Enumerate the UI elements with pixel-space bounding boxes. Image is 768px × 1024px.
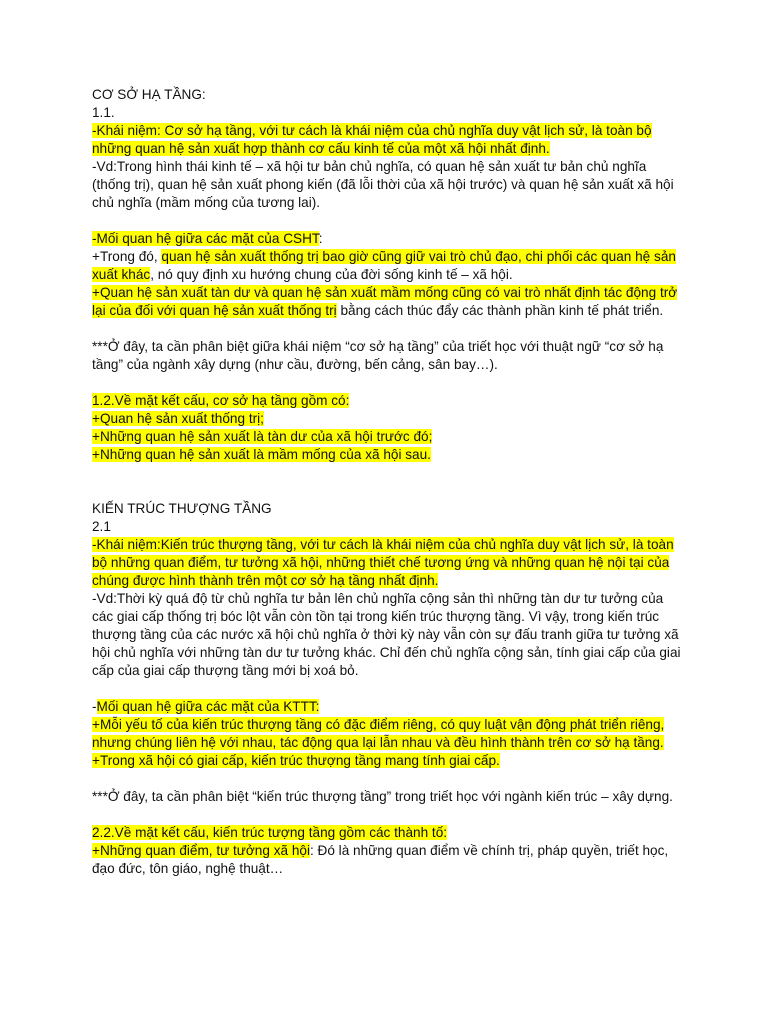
section-heading-kttt: KIẾN TRÚC THƯỢNG TẦNG (92, 501, 272, 516)
relation-paragraph-2 (92, 284, 682, 320)
structure-heading-cshht (92, 392, 682, 410)
relation-colon: : (318, 231, 323, 246)
relation-heading-kttt (92, 698, 682, 716)
highlight-text: +Quan hệ sản xuất tàn dư và quan hệ sản xuất mầm mống cũng có vai trò nhất định tác động trở lại của đối với quan hệ sản xuất thống trị (92, 285, 678, 318)
document-body (92, 86, 682, 878)
text-prefix: - (92, 699, 97, 714)
spacer (92, 464, 682, 500)
spacer (92, 320, 682, 338)
highlight-text: +Những quan hệ sản xuất là mầm mống của xã hội sau. (92, 447, 431, 462)
structure-heading-kttt (92, 824, 682, 842)
section-number-2-1: 2.1 (92, 519, 111, 534)
structure-item (92, 446, 682, 464)
text-suffix: : Đó là những quan điểm về chính trị, pháp quyền, triết học, đạo đức, tôn giáo, nghệ thuật… (92, 843, 669, 876)
spacer (92, 212, 682, 230)
highlight-text: Mối quan hệ giữa các mặt của KTTT: (96, 699, 320, 714)
spacer (92, 680, 682, 698)
relation-item-kttt (92, 716, 682, 752)
text-suffix: , nó quy định xu hướng chung của đời sống kinh tế – xã hội. (150, 267, 513, 282)
note-paragraph-kttt: ***Ở đây, ta cần phân biệt “kiến trúc thượng tầng” trong triết học với ngành kiến trúc – xây dựng. (92, 789, 673, 804)
concept-paragraph-cshht (92, 122, 682, 158)
example-paragraph-cshht: -Vd:Trong hình thái kinh tế – xã hội tư bản chủ nghĩa, có quan hệ sản xuất tư bản chủ nghĩa (thống trị), quan hệ sản xuất phong kiến (đã lỗi thời của xã hội trước) và quan hệ sản xuất xã hội chủ nghĩa (mầm mống của tương lai). (92, 159, 674, 210)
structure-item (92, 410, 682, 428)
highlight-text: -Mối quan hệ giữa các mặt của CSHT (92, 231, 319, 246)
highlight-text: +Mỗi yếu tố của kiến trúc thượng tầng có đặc điểm riêng, có quy luật vận động phát triển riêng, nhưng chúng liên hệ với nhau, tác động qua lại lẫn nhau và đều hình thành trên cơ sở hạ tầng. (92, 717, 665, 750)
relation-item-kttt (92, 752, 682, 770)
concept-paragraph-kttt (92, 536, 682, 590)
text-prefix: +Trong đó, (92, 249, 162, 264)
spacer (92, 374, 682, 392)
highlight-text: quan hệ sản xuất thống trị bao giờ cũng giữ vai trò chủ đạo, chi phối các quan hệ sản xuất khác (92, 249, 676, 282)
relation-paragraph-1 (92, 248, 682, 284)
highlight-text: +Trong xã hội có giai cấp, kiến trúc thượng tầng mang tính giai cấp. (92, 753, 500, 768)
note-paragraph-cshht: ***Ở đây, ta cần phân biệt giữa khái niệm “cơ sở hạ tầng” của triết học với thuật ngữ “cơ sở hạ tầng” của ngành xây dựng (như cầu, đường, bến cảng, sân bay…). (92, 339, 664, 372)
spacer (92, 806, 682, 824)
highlight-text: +Quan hệ sản xuất thống trị; (92, 411, 264, 426)
highlight-text: +Những quan hệ sản xuất là tàn dư của xã hội trước đó; (92, 429, 433, 444)
structure-item (92, 428, 682, 446)
spacer (92, 770, 682, 788)
section-number-1-1: 1.1. (92, 105, 115, 120)
example-paragraph-kttt: -Vd:Thời kỳ quá độ từ chủ nghĩa tư bản lên chủ nghĩa cộng sản thì những tàn dư tư tưởng của các giai cấp thống trị bóc lột vẫn còn tồn tại trong kiến trúc thượng tầng. Vì vậy, trong kiến trúc thượng tầng của các nước xã hội chủ nghĩa ở thời kỳ này vẫn còn sự đấu tranh giữa tư tưởng xã hội chủ nghĩa với những tàn dư tư tưởng khác. Chỉ đến chủ nghĩa cộng sản, tính giai cấp của giai cấp của giai cấp thượng tầng mới bị xoá bỏ. (92, 591, 681, 678)
text-suffix: bằng cách thúc đẩy các thành phần kinh tế phát triển. (336, 303, 664, 318)
highlight-text: +Những quan điểm, tư tưởng xã hội (92, 843, 310, 858)
highlight-text: -Khái niệm:Kiến trúc thượng tầng, với tư cách là khái niệm của chủ nghĩa duy vật lịch sử, là toàn bộ những quan điểm, tư tưởng xã hội, những thiết chế tương ứng và những quan hệ nội tại của chúng được hình thành trên một cơ sở hạ tầng nhất định. (92, 537, 674, 588)
highlight-text: -Khái niệm: Cơ sở hạ tầng, với tư cách là khái niệm của chủ nghĩa duy vật lịch sử, là toàn bộ những quan hệ sản xuất hợp thành cơ cấu kinh tế của một xã hội nhất định. (92, 123, 652, 156)
highlight-text: 1.2.Về mặt kết cấu, cơ sở hạ tầng gồm có: (92, 393, 350, 408)
section-heading-cshht: CƠ SỞ HẠ TẦNG: (92, 87, 206, 102)
structure-item-kttt (92, 842, 682, 878)
relation-heading-cshht (92, 230, 682, 248)
highlight-text: 2.2.Về mặt kết cấu, kiến trúc tượng tầng gồm các thành tố: (92, 825, 448, 840)
